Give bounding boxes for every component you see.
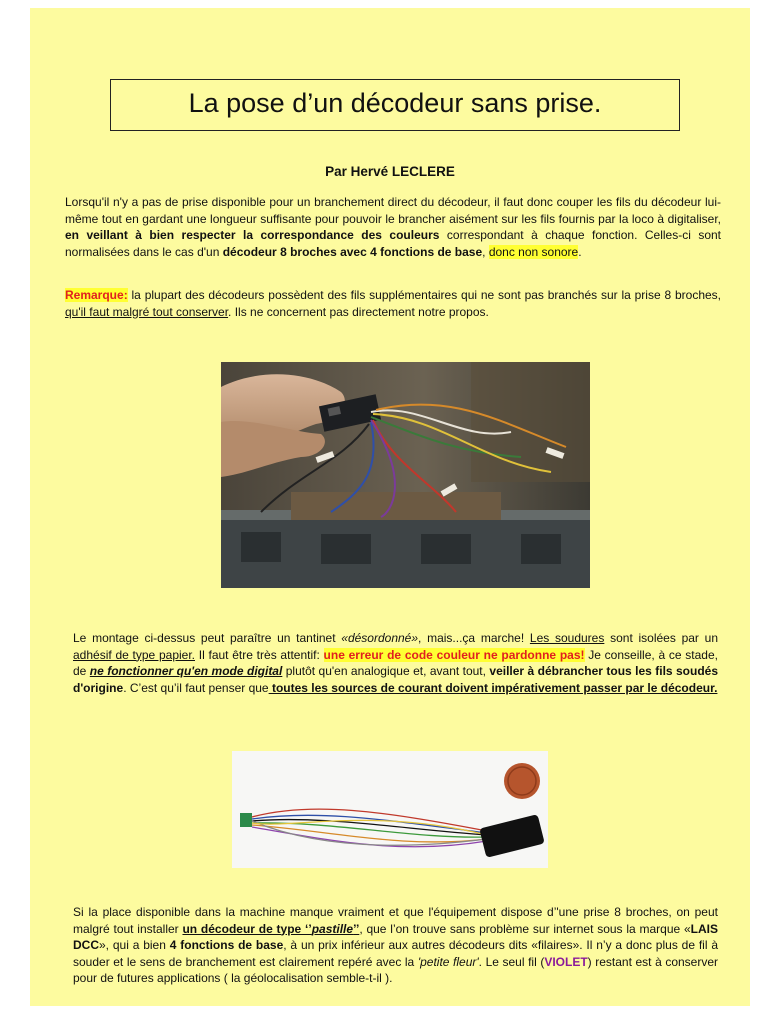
text-run: . C’est qu’il faut penser que xyxy=(123,680,269,695)
text-run: Le montage ci-dessus peut paraître un tantinet xyxy=(73,631,342,645)
paragraph-pastille xyxy=(73,904,718,987)
page-title: La pose d’un décodeur sans prise. xyxy=(188,88,602,118)
warning-run: une erreur de code couleur ne pardonne pas! xyxy=(323,647,585,662)
bold-run: décodeur 8 broches avec 4 fonctions de base xyxy=(222,244,483,259)
text-run: correspondant à chaque fonction. Celles-ci sont normalisées dans le cas d'un xyxy=(65,228,721,259)
italic-run: 'petite fleur' xyxy=(417,954,479,969)
photo-pastille-decoder xyxy=(232,751,548,868)
italic-run: «désordonné» xyxy=(341,631,419,645)
remark-label: Remarque: xyxy=(65,288,128,302)
text-run: Si la place disponible dans la machine manque vraiment et que l'équipement dispose d’'une prise 8 broches, on peut malgré tout installer xyxy=(73,905,718,936)
photo-decoder-installation-image xyxy=(221,362,590,588)
photo-pastille-decoder-image xyxy=(232,751,548,868)
emphasis-run: ne fonctionner qu'en mode digital xyxy=(89,664,283,678)
author-line: Par Hervé LECLERE xyxy=(325,164,455,179)
text-run: Je conseille, à ce stade, de xyxy=(73,647,718,678)
bold-run: LAIS DCC xyxy=(73,921,719,952)
text-run: , xyxy=(482,244,489,259)
emphasis-run: pastille xyxy=(311,921,354,936)
bold-underline-run: un décodeur de type ‘’ xyxy=(182,921,312,936)
text-run: plutôt qu'en analogique et, avant tout, xyxy=(282,664,490,678)
text-run: . Le seul fil ( xyxy=(478,954,545,969)
bold-underline-run: ’’ xyxy=(353,921,360,936)
title-box xyxy=(110,79,680,131)
text-run: sont isolées par un xyxy=(604,631,719,645)
text-run: Il faut être très attentif: xyxy=(195,647,324,662)
bold-run: en veillant à bien respecter la correspondance des couleurs xyxy=(65,228,440,242)
underline-run: adhésif de type papier. xyxy=(73,647,195,662)
underline-run: Les soudures xyxy=(529,631,605,645)
bold-underline-run: toutes les sources de courant doivent impérativement passer par le décodeur. xyxy=(268,680,718,695)
paragraph-assembly xyxy=(73,630,718,696)
page xyxy=(30,8,750,1006)
bold-run: 4 fonctions de base xyxy=(169,938,284,952)
violet-run: VIOLET xyxy=(544,954,588,969)
bold-run: veiller à débrancher tous les fils soudés d'origine xyxy=(73,664,719,695)
paragraph-remark xyxy=(65,287,721,320)
text-run: », qui a bien xyxy=(99,938,170,952)
text-run: ) restant est à conserver pour de futures applications ( la géolocalisation semble-t-il ). xyxy=(73,954,719,985)
text-run: . xyxy=(578,244,582,259)
text-run: , mais...ça marche! xyxy=(418,631,530,645)
text-run: , que l’on trouve sans problème sur internet sous la marque « xyxy=(359,921,691,936)
text-run: , à un prix inférieur aux autres décodeurs dits «filaires». Il n’y a donc plus de fil à souder et le sens de branchement est clairement repéré avec la xyxy=(73,938,719,969)
text-run: la plupart des décodeurs possèdent des fils supplémentaires qui ne sont pas branchés sur la prise 8 broches, xyxy=(127,288,721,302)
text-run: Lorsqu'il n'y a pas de prise disponible pour un branchement direct du décodeur, il faut donc couper les fils du décodeur lui-même tout en gardant une longueur suffisante pour pouvoir le brancher aisément sur les fils fournis par la loco à digitaliser, xyxy=(65,195,721,226)
text-run: . Ils ne concernent pas directement notre propos. xyxy=(228,304,489,319)
photo-decoder-installation xyxy=(221,362,590,588)
underline-run: qu'il faut malgré tout conserver xyxy=(65,304,229,319)
paragraph-intro xyxy=(65,194,721,260)
highlight-run: donc non sonore xyxy=(488,244,579,259)
